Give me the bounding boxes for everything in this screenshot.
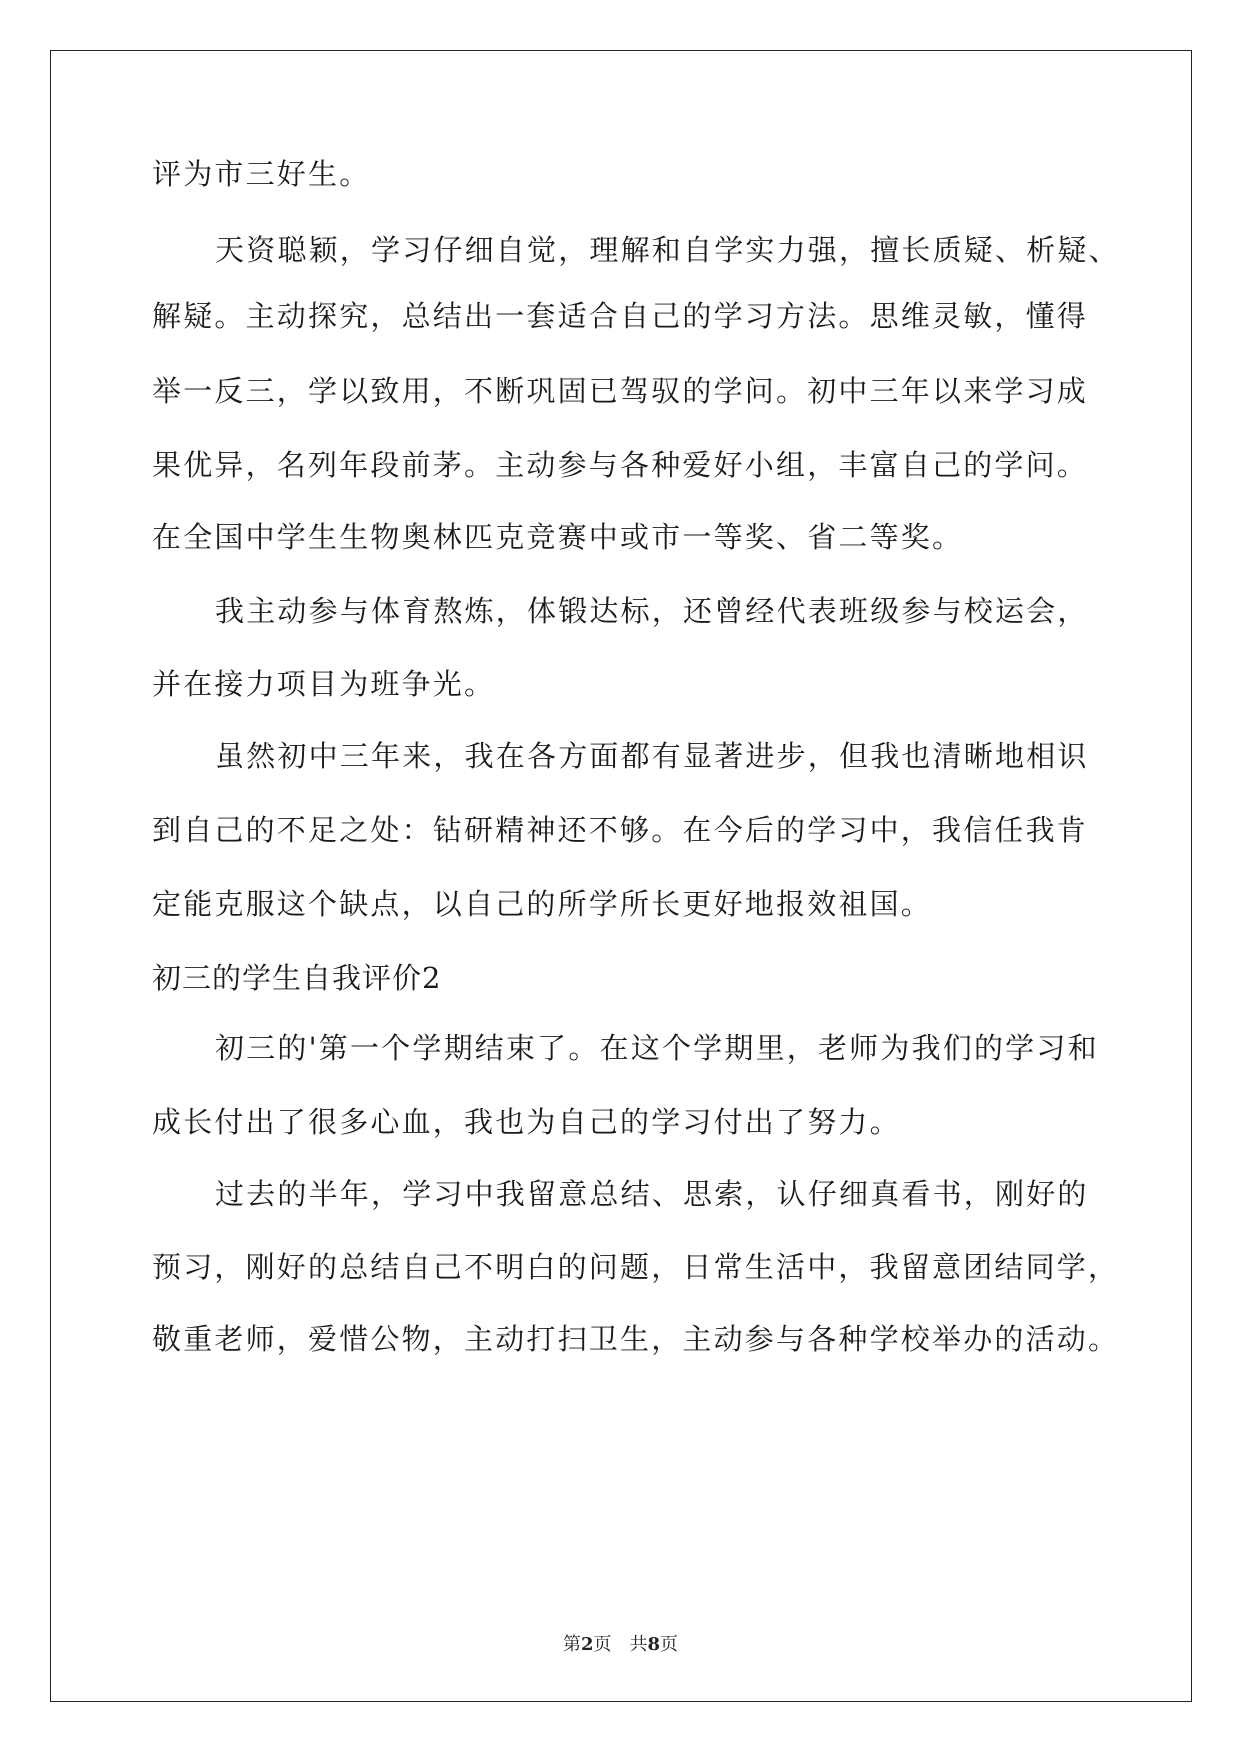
paragraph-line: 举一反三，学以致用，不断巩固已驾驭的学问。初中三年以来学习成 bbox=[152, 374, 1089, 408]
paragraph-line: 虽然初中三年来，我在各方面都有显著进步，但我也清晰地相识 bbox=[215, 739, 1089, 773]
total-unit: 页 bbox=[660, 1634, 679, 1655]
paragraph-line: 果优异，名列年段前茅。主动参与各种爱好小组，丰富自己的学问。 bbox=[152, 448, 1089, 482]
paragraph-line: 评为市三好生。 bbox=[152, 157, 371, 191]
paragraph-line: 预习，刚好的总结自己不明白的问题，日常生活中，我留意团结同学， bbox=[152, 1250, 1120, 1284]
paragraph-line: 到自己的不足之处：钻研精神还不够。在今后的学习中，我信任我肯 bbox=[152, 813, 1089, 847]
paragraph-line: 初三的'第一个学期结束了。在这个学期里，老师为我们的学习和 bbox=[215, 1031, 1099, 1065]
paragraph-line: 我主动参与体育熬炼，体锻达标，还曾经代表班级参与校运会， bbox=[215, 594, 1089, 628]
page-unit: 页 bbox=[593, 1634, 612, 1655]
paragraph-line: 天资聪颖，学习仔细自觉，理解和自学实力强，擅长质疑、析疑、 bbox=[215, 233, 1120, 267]
page-prefix: 第 bbox=[562, 1634, 581, 1655]
total-prefix: 共 bbox=[629, 1634, 648, 1655]
page-footer bbox=[0, 1636, 1241, 1654]
paragraph-line: 定能克服这个缺点，以自己的所学所长更好地报效祖国。 bbox=[152, 887, 933, 921]
paragraph-line: 并在接力项目为班争光。 bbox=[152, 667, 496, 701]
paragraph-line: 过去的半年，学习中我留意总结、思索，认仔细真看书，刚好的 bbox=[215, 1177, 1089, 1211]
page-border bbox=[50, 50, 1192, 1702]
paragraph-line: 在全国中学生生物奥林匹克竞赛中或市一等奖、省二等奖。 bbox=[152, 520, 964, 554]
paragraph-line: 敬重老师，爱惜公物，主动打扫卫生，主动参与各种学校举办的活动。 bbox=[152, 1322, 1120, 1356]
page-total: 8 bbox=[647, 1634, 661, 1655]
section-heading: 初三的学生自我评价2 bbox=[152, 961, 442, 995]
paragraph-line: 解疑。主动探究，总结出一套适合自己的学习方法。思维灵敏，懂得 bbox=[152, 299, 1089, 333]
page-current: 2 bbox=[580, 1634, 594, 1655]
paragraph-line: 成长付出了很多心血，我也为自己的学习付出了努力。 bbox=[152, 1105, 901, 1139]
